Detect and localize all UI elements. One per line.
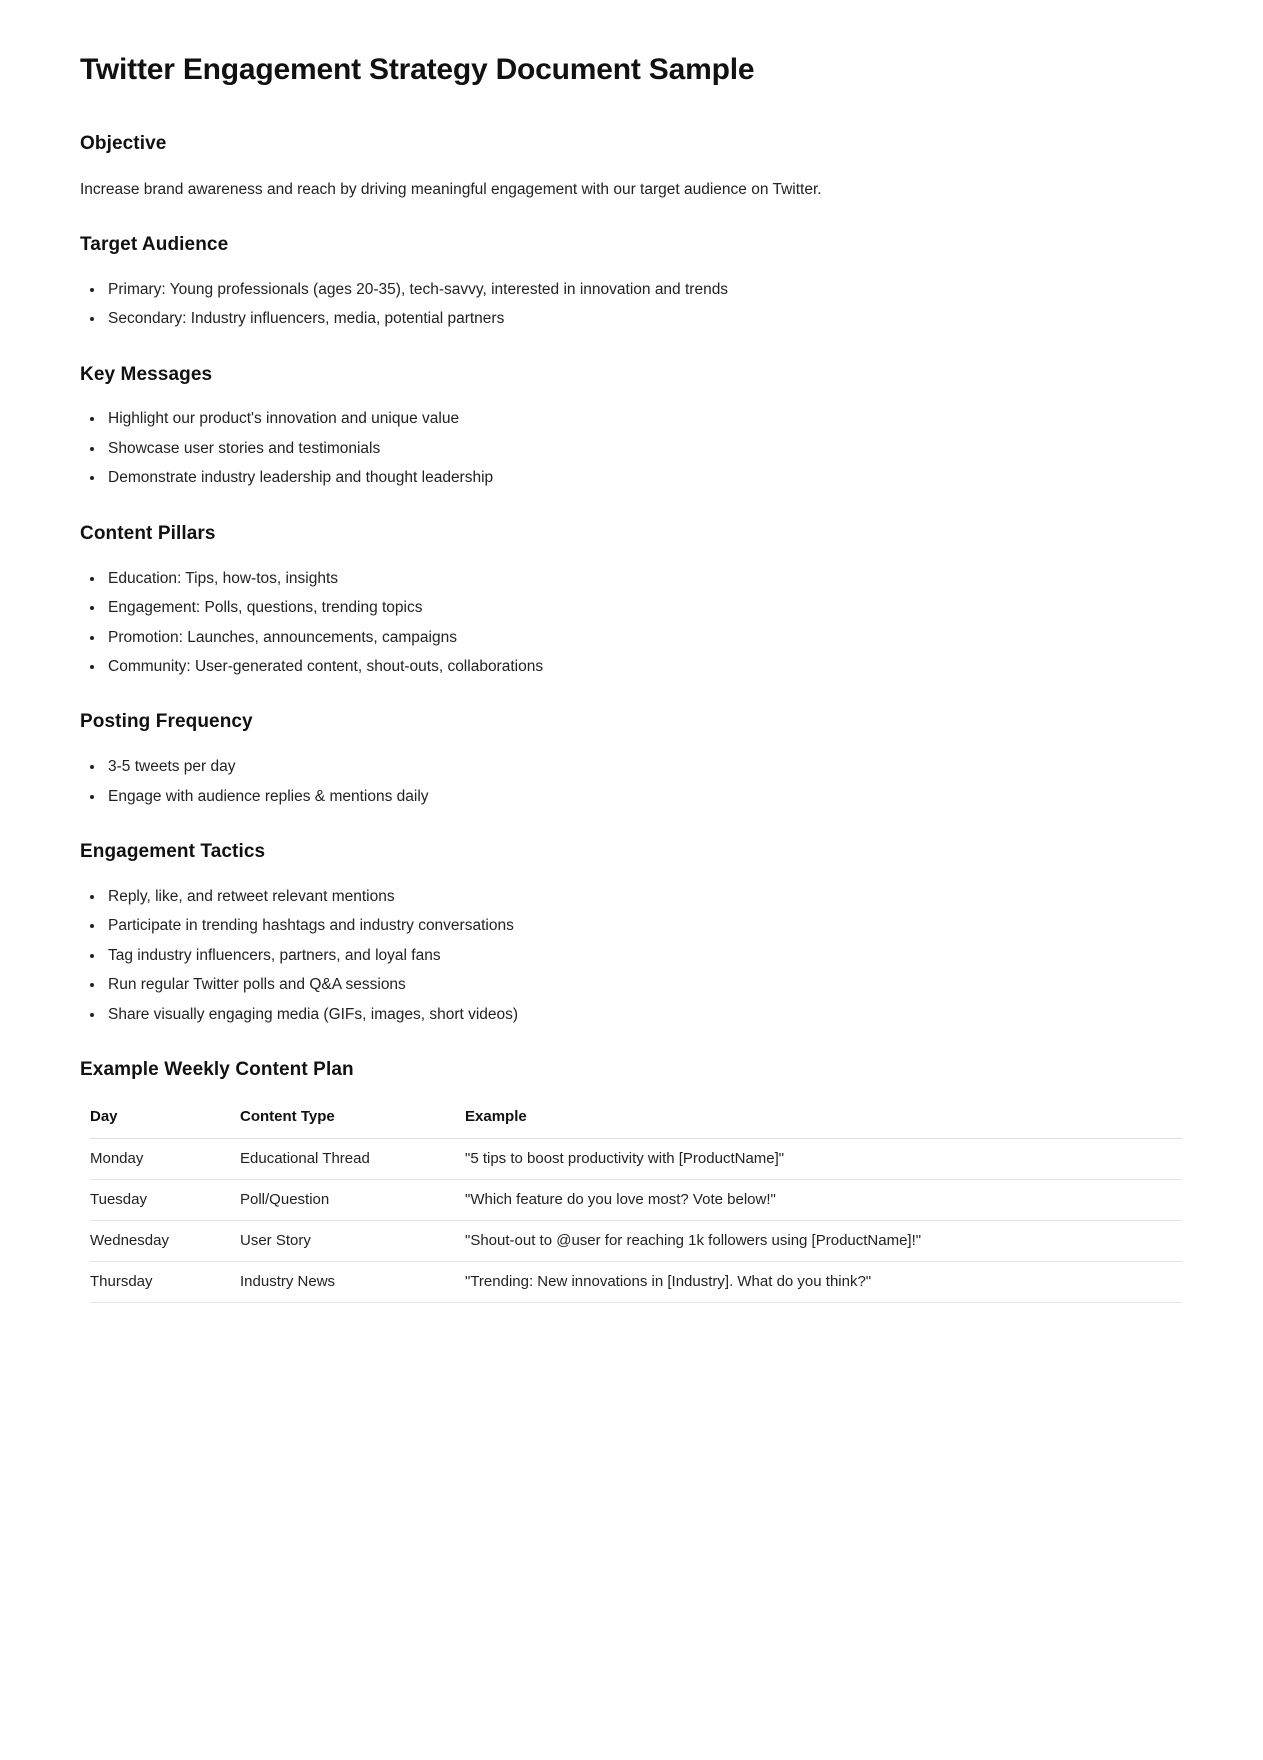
section-heading-weekly-content-plan: Example Weekly Content Plan (80, 1059, 354, 1081)
cell-example: "5 tips to boost productivity with [ProductName]" (465, 1139, 1182, 1180)
section-heading-engagement-tactics: Engagement Tactics (80, 841, 266, 863)
list-item: Run regular Twitter polls and Q&A sessions (80, 974, 1183, 996)
list-item: Primary: Young professionals (ages 20-35), tech-savvy, interested in innovation and trends (80, 279, 1183, 301)
section-weekly-content-plan (80, 1058, 1183, 1303)
cell-day: Wednesday (90, 1221, 240, 1262)
cell-content-type: Educational Thread (240, 1139, 465, 1180)
column-header-day: Day (90, 1108, 240, 1139)
section-heading-key-messages: Key Messages (80, 363, 213, 385)
section-content-pillars (80, 522, 1183, 679)
section-target-audience (80, 233, 1183, 331)
section-key-messages (80, 363, 1183, 490)
list-item: 3-5 tweets per day (80, 756, 1183, 778)
table-row (90, 1221, 1182, 1262)
content-pillars-list (80, 568, 1183, 679)
objective-paragraph: Increase brand awareness and reach by driving meaningful engagement with our target audience on Twitter. (80, 180, 822, 198)
cell-example: "Trending: New innovations in [Industry]. What do you think?" (465, 1262, 1182, 1303)
list-item: Engagement: Polls, questions, trending topics (80, 597, 1183, 619)
cell-day: Tuesday (90, 1180, 240, 1221)
list-item: Community: User-generated content, shout-outs, collaborations (80, 656, 1183, 678)
column-header-content-type: Content Type (240, 1108, 465, 1139)
weekly-plan-table-wrapper (80, 1108, 1183, 1303)
list-item: Participate in trending hashtags and industry conversations (80, 915, 1183, 937)
table-row (90, 1139, 1182, 1180)
cell-content-type: Industry News (240, 1262, 465, 1303)
cell-example: "Which feature do you love most? Vote below!" (465, 1180, 1182, 1221)
section-heading-objective: Objective (80, 133, 167, 154)
target-audience-list (80, 279, 1183, 331)
list-item: Demonstrate industry leadership and thought leadership (80, 467, 1183, 489)
column-header-example: Example (465, 1108, 1182, 1139)
section-engagement-tactics (80, 840, 1183, 1026)
key-messages-list (80, 408, 1183, 489)
table-header-row (90, 1108, 1182, 1139)
weekly-content-plan-table (90, 1108, 1182, 1303)
table-head (90, 1108, 1182, 1139)
list-item: Tag industry influencers, partners, and loyal fans (80, 945, 1183, 967)
list-item: Showcase user stories and testimonials (80, 438, 1183, 460)
section-objective (80, 132, 1183, 201)
table-row (90, 1180, 1182, 1221)
cell-day: Thursday (90, 1262, 240, 1303)
cell-example: "Shout-out to @user for reaching 1k followers using [ProductName]!" (465, 1221, 1182, 1262)
posting-frequency-list (80, 756, 1183, 808)
cell-day: Monday (90, 1139, 240, 1180)
section-heading-target-audience: Target Audience (80, 234, 229, 255)
section-heading-content-pillars: Content Pillars (80, 522, 216, 544)
section-heading-posting-frequency: Posting Frequency (80, 711, 253, 733)
list-item: Share visually engaging media (GIFs, images, short videos) (80, 1004, 1183, 1026)
table-row (90, 1262, 1182, 1303)
list-item: Engage with audience replies & mentions daily (80, 786, 1183, 808)
list-item: Promotion: Launches, announcements, campaigns (80, 627, 1183, 649)
list-item: Education: Tips, how-tos, insights (80, 568, 1183, 590)
table-body (90, 1139, 1182, 1303)
list-item: Reply, like, and retweet relevant mentions (80, 886, 1183, 908)
cell-content-type: User Story (240, 1221, 465, 1262)
engagement-tactics-list (80, 886, 1183, 1026)
list-item: Highlight our product's innovation and unique value (80, 408, 1183, 430)
list-item: Secondary: Industry influencers, media, potential partners (80, 308, 1183, 330)
section-posting-frequency (80, 710, 1183, 808)
page-title: Twitter Engagement Strategy Document Sample (80, 53, 755, 86)
cell-content-type: Poll/Question (240, 1180, 465, 1221)
